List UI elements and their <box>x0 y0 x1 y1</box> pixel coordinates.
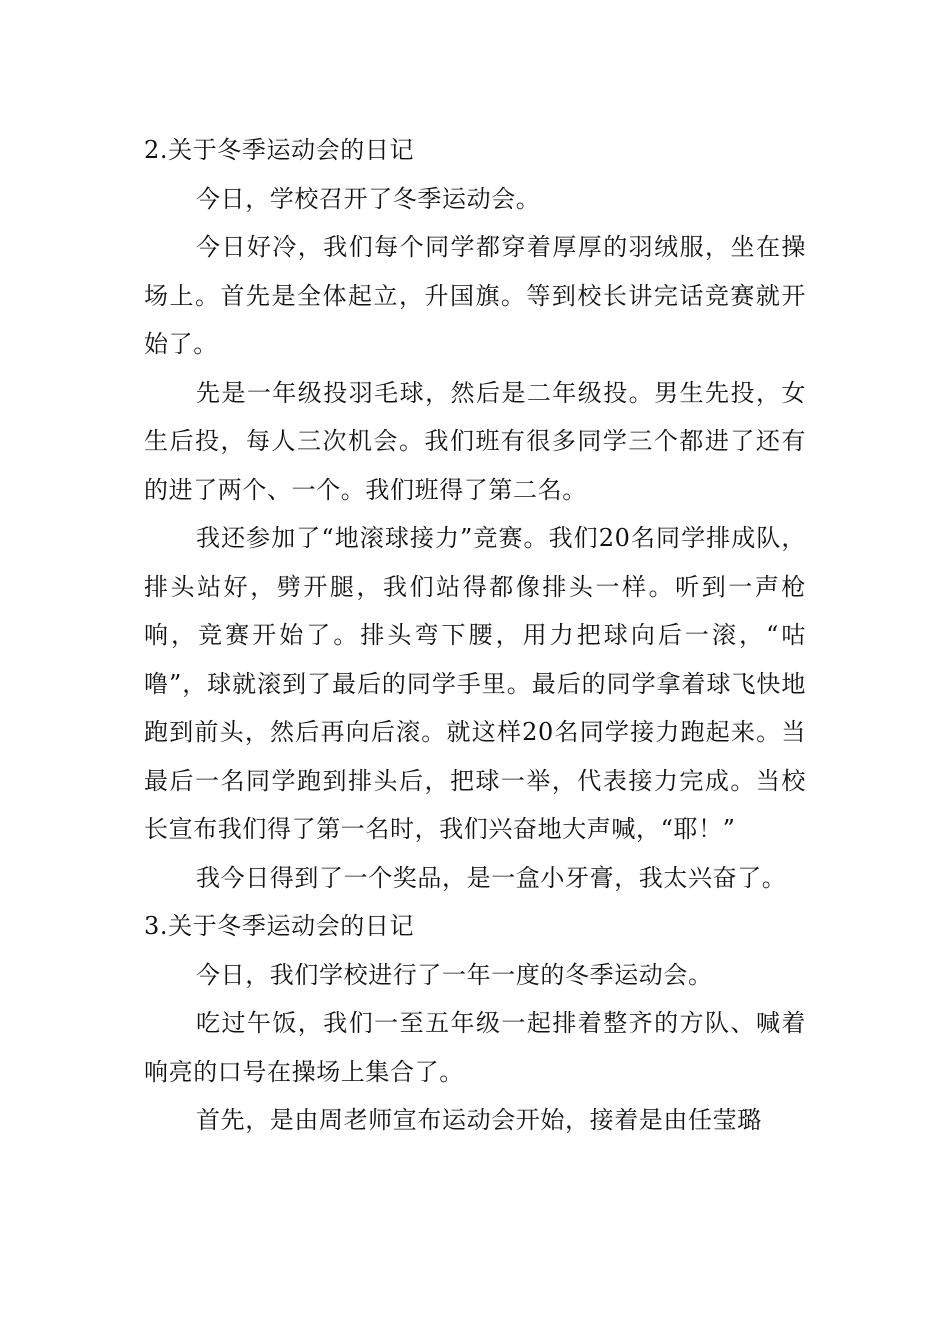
paragraph: 今日，我们学校进行了一年一度的冬季运动会。 <box>196 960 713 989</box>
section-heading: 2.关于冬季运动会的日记 <box>144 136 415 164</box>
paragraph: 吃过午饭，我们一至五年级一起排着整齐的方队、喊着响亮的口号在操场上集合了。 <box>144 1009 806 1086</box>
paragraph: 先是一年级投羽毛球，然后是二年级投。男生先投，女生后投，每人三次机会。我们班有很多同学三个都进了还有的进了两个、一个。我们班得了第二名。 <box>144 378 806 504</box>
diary-section-2 <box>144 126 806 902</box>
paragraph: 首先，是由周老师宣布运动会开始，接着是由任莹璐 <box>196 1106 762 1134</box>
paragraph: 今日，学校召开了冬季运动会。 <box>196 184 541 213</box>
paragraph: 我今日得到了一个奖品，是一盒小牙膏，我太兴奋了。 <box>196 863 787 892</box>
paragraph: 今日好冷，我们每个同学都穿着厚厚的羽绒服，坐在操场上。首先是全体起立，升国旗。等到校长讲完话竞赛就开始了。 <box>144 233 806 358</box>
diary-section-3 <box>144 902 806 1145</box>
section-heading: 3.关于冬季运动会的日记 <box>144 912 415 940</box>
document-body <box>144 126 806 1145</box>
paragraph: 我还参加了“地滚球接力”竞赛。我们20名同学排成队，排头站好，劈开腿，我们站得都像排头一样。听到一声枪响，竞赛开始了。排头弯下腰，用力把球向后一滚，“咕噜”，球就滚到了最后的同学手里。最后的同学拿着球飞快地跑到前头，然后再向后滚。就这样20名同学接力跑起来。当最后一名同学跑到排头后，把球一举，代表接力完成。当校长宣布我们得了第一名时，我们兴奋地大声喊，“耶！” <box>144 524 806 843</box>
